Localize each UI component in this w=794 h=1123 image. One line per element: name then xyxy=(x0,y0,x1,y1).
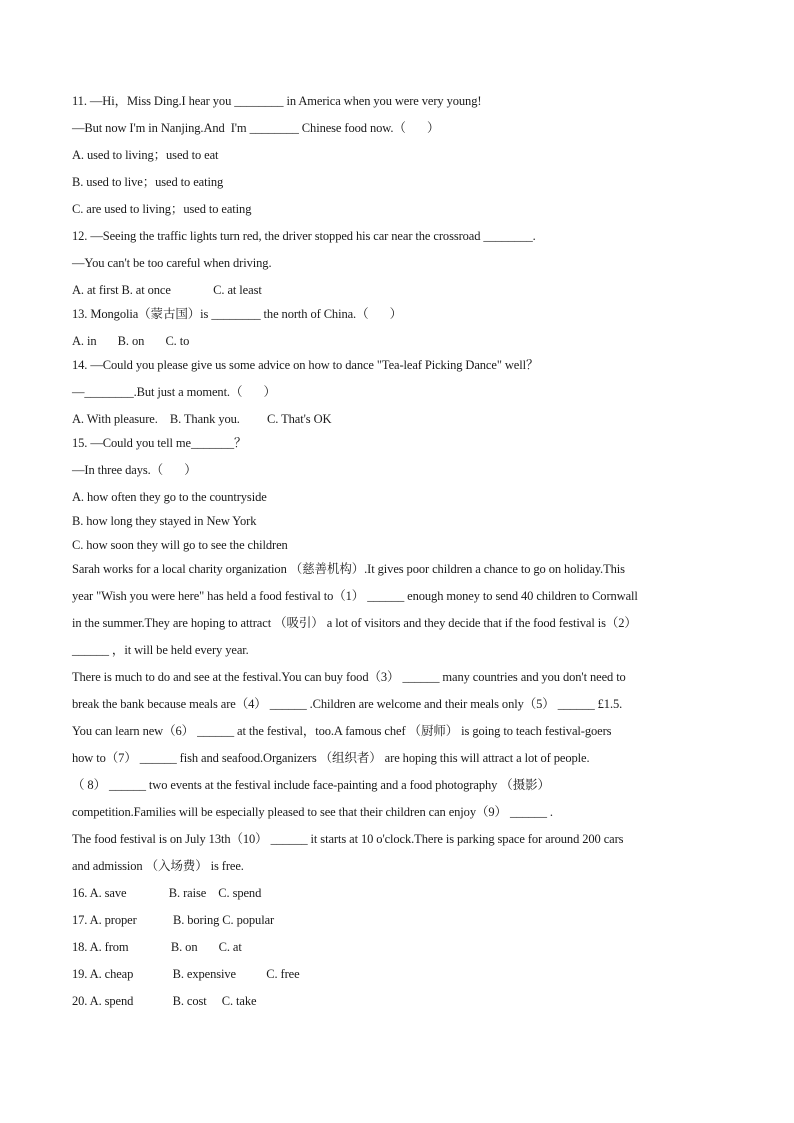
passage-line: how to（7） ______ fish and seafood.Organizers （组织者） are hoping this will attract a lot of people. xyxy=(72,751,590,765)
passage-line: （ 8） ______ two events at the festival include face-painting and a food photography （摄影） xyxy=(72,778,550,792)
q15-question: 15. —Could you tell me_______？ xyxy=(72,436,247,450)
q17-options: 17. A. proper B. boring C. popular xyxy=(72,913,275,927)
passage-line: The food festival is on July 13th（10） ______ it starts at 10 o'clock.There is parking space for around 200 cars xyxy=(72,832,624,846)
q11-option-b: B. used to live；used to eating xyxy=(72,175,224,189)
q13-question: 13. Mongolia（蒙古国）is ________ the north of China.（ ） xyxy=(72,307,403,321)
passage-line: Sarah works for a local charity organization （慈善机构）.It gives poor children a chance to go on holiday.This xyxy=(72,562,625,576)
passage-line: and admission （入场费） is free. xyxy=(72,859,244,873)
passage-line: ______ ，it will be held every year. xyxy=(72,643,249,657)
q12-options: A. at first B. at once C. at least xyxy=(72,283,262,297)
q13-options: A. in B. on C. to xyxy=(72,334,190,348)
q11-question: 11. —Hi，Miss Ding.I hear you ________ in America when you were very young! xyxy=(72,94,482,108)
q12-question: 12. —Seeing the traffic lights turn red, the driver stopped his car near the crossroad ________. xyxy=(72,229,536,243)
passage-line: You can learn new（6） ______ at the festival，too.A famous chef （厨师） is going to teach festival-goers xyxy=(72,724,612,738)
q15-option-a: A. how often they go to the countryside xyxy=(72,490,267,504)
q11-dialogue: —But now I'm in Nanjing.And I'm ________ Chinese food now.（ ） xyxy=(72,121,440,135)
q14-dialogue: —________.But just a moment.（ ） xyxy=(72,385,276,399)
passage-line: in the summer.They are hoping to attract （吸引） a lot of visitors and they decide that if the food festival is（2） xyxy=(72,616,637,630)
passage-line: year "Wish you were here" has held a food festival to（1） ______ enough money to send 40 children to Cornwall xyxy=(72,589,638,603)
q14-options: A. With pleasure. B. Thank you. C. That's OK xyxy=(72,412,332,426)
passage-line: competition.Families will be especially pleased to see that their children can enjoy（9） ______ . xyxy=(72,805,553,819)
q16-options: 16. A. save B. raise C. spend xyxy=(72,886,262,900)
worksheet-page xyxy=(72,93,732,1020)
passage-line: break the bank because meals are（4） ______ .Children are welcome and their meals only（5） ______ £1.5. xyxy=(72,697,623,711)
q15-dialogue: —In three days.（ ） xyxy=(72,463,197,477)
q11-option-c: C. are used to living；used to eating xyxy=(72,202,252,216)
passage-line: There is much to do and see at the festival.You can buy food（3） ______ many countries and you don't need to xyxy=(72,670,626,684)
q11-option-a: A. used to living；used to eat xyxy=(72,148,219,162)
q14-question: 14. —Could you please give us some advice on how to dance "Tea-leaf Picking Dance" well？ xyxy=(72,358,539,372)
q12-dialogue: —You can't be too careful when driving. xyxy=(72,256,272,270)
q15-option-b: B. how long they stayed in New York xyxy=(72,514,257,528)
q15-option-c: C. how soon they will go to see the children xyxy=(72,538,288,552)
q18-options: 18. A. from B. on C. at xyxy=(72,940,242,954)
q20-options: 20. A. spend B. cost C. take xyxy=(72,994,257,1008)
q19-options: 19. A. cheap B. expensive C. free xyxy=(72,967,300,981)
